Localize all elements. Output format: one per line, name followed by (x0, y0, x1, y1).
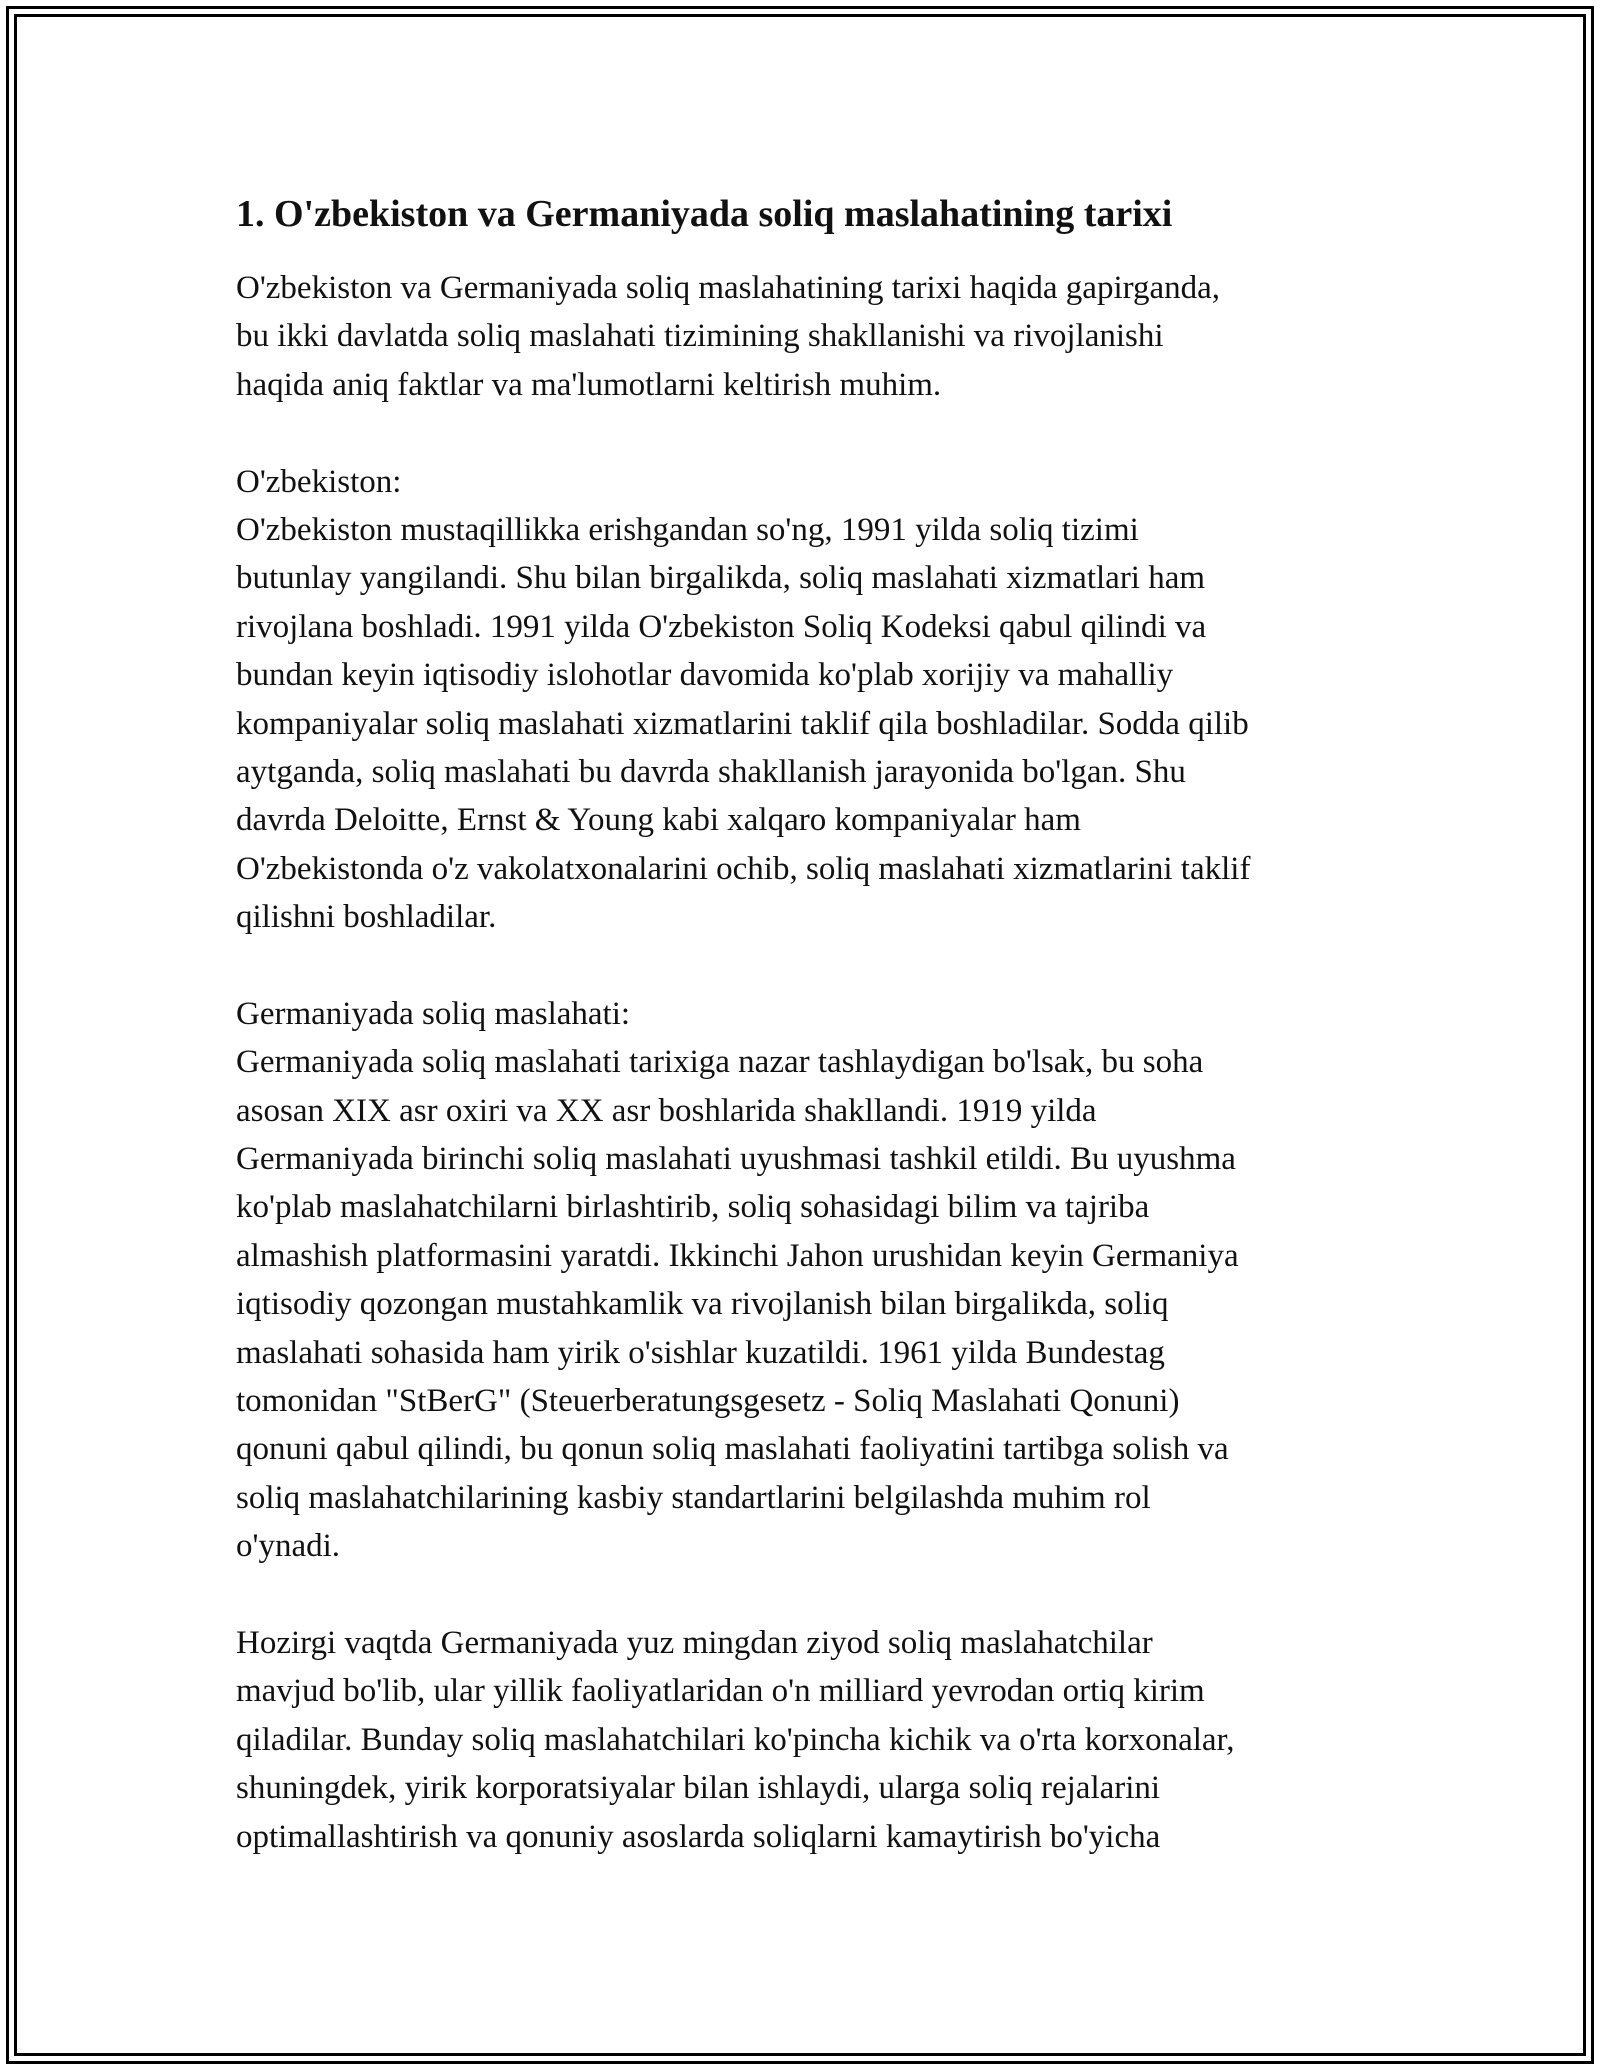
text-line: maslahati sohasida ham yirik o'sishlar kuzatildi. 1961 yilda Bundestag (236, 1334, 1165, 1371)
text-line: rivojlana boshladi. 1991 yilda O'zbekiston Soliq Kodeksi qabul qilindi va (236, 608, 1207, 645)
text-line: bundan keyin iqtisodiy islohotlar davomida ko'plab xorijiy va mahalliy (236, 657, 1174, 694)
paragraph-spacer (236, 409, 1376, 457)
text-line: qiladilar. Bunday soliq maslahatchilari ko'pincha kichik va o'rta korxonalar, (236, 1721, 1235, 1758)
current-paragraph (236, 1619, 1376, 1861)
text-line: bu ikki davlatda soliq maslahati tizimining shakllanishi va rivojlanishi (236, 318, 1164, 355)
text-line: Germaniyada birinchi soliq maslahati uyushmasi tashkil etildi. Bu uyushma (236, 1141, 1236, 1178)
text-line: butunlay yangilandi. Shu bilan birgalikda, soliq maslahati xizmatlari ham (236, 560, 1206, 597)
germany-label: Germaniyada soliq maslahati: (236, 995, 631, 1032)
uzbekistan-label: O'zbekiston: (236, 463, 402, 500)
section-heading: 1. O'zbekiston va Germaniyada soliq maslahatining tarixi (236, 193, 1173, 235)
text-line: qilishni boshladilar. (236, 899, 497, 936)
document-body (236, 186, 1376, 1861)
text-line: optimallashtirish va qonuniy asoslarda soliqlarni kamaytirish bo'yicha (236, 1818, 1161, 1855)
text-line: O'zbekistonda o'z vakolatxonalarini ochib, soliq maslahati xizmatlarini taklif (236, 850, 1251, 887)
text-line: almashish platformasini yaratdi. Ikkinchi Jahon urushidan keyin Germaniya (236, 1237, 1239, 1274)
text-line: ko'plab maslahatchilarni birlashtirib, soliq sohasidagi bilim va tajriba (236, 1189, 1150, 1226)
intro-paragraph (236, 264, 1376, 409)
text-line: Hozirgi vaqtda Germaniyada yuz mingdan ziyod soliq maslahatchilar (236, 1624, 1153, 1661)
text-line: asosan XIX asr oxiri va XX asr boshlarida shakllandi. 1919 yilda (236, 1092, 1097, 1129)
text-line: haqida aniq faktlar va ma'lumotlarni keltirish muhim. (236, 366, 942, 403)
text-line: kompaniyalar soliq maslahati xizmatlarini taklif qila boshladilar. Sodda qilib (236, 705, 1249, 742)
paragraph-spacer (236, 1571, 1376, 1619)
uzbekistan-paragraph (236, 458, 1376, 942)
text-line: aytganda, soliq maslahati bu davrda shakllanish jarayonida bo'lgan. Shu (236, 753, 1186, 790)
text-line: tomonidan "StBerG" (Steuerberatungsgesetz - Soliq Maslahati Qonuni) (236, 1382, 1180, 1419)
text-line: qonuni qabul qilindi, bu qonun soliq maslahati faoliyatini tartibga solish va (236, 1431, 1229, 1468)
text-line: shuningdek, yirik korporatsiyalar bilan ishlaydi, ularga soliq rejalarini (236, 1770, 1161, 1807)
text-line: soliq maslahatchilarining kasbiy standartlarini belgilashda muhim rol (236, 1479, 1151, 1516)
text-line: iqtisodiy qozongan mustahkamlik va rivojlanish bilan birgalikda, soliq (236, 1286, 1169, 1323)
text-line: O'zbekiston mustaqillikka erishgandan so'ng, 1991 yilda soliq tizimi (236, 511, 1139, 548)
text-line: O'zbekiston va Germaniyada soliq maslahatining tarixi haqida gapirganda, (236, 270, 1221, 306)
germany-paragraph (236, 990, 1376, 1571)
text-line: Germaniyada soliq maslahati tarixiga nazar tashlaydigan bo'lsak, bu soha (236, 1044, 1204, 1081)
paragraph-spacer (236, 941, 1376, 989)
text-line: o'ynadi. (236, 1528, 341, 1565)
text-line: mavjud bo'lib, ular yillik faoliyatlaridan o'n milliard yevrodan ortiq kirim (236, 1673, 1205, 1710)
text-line: davrda Deloitte, Ernst & Young kabi xalqaro kompaniyalar ham (236, 802, 1081, 839)
